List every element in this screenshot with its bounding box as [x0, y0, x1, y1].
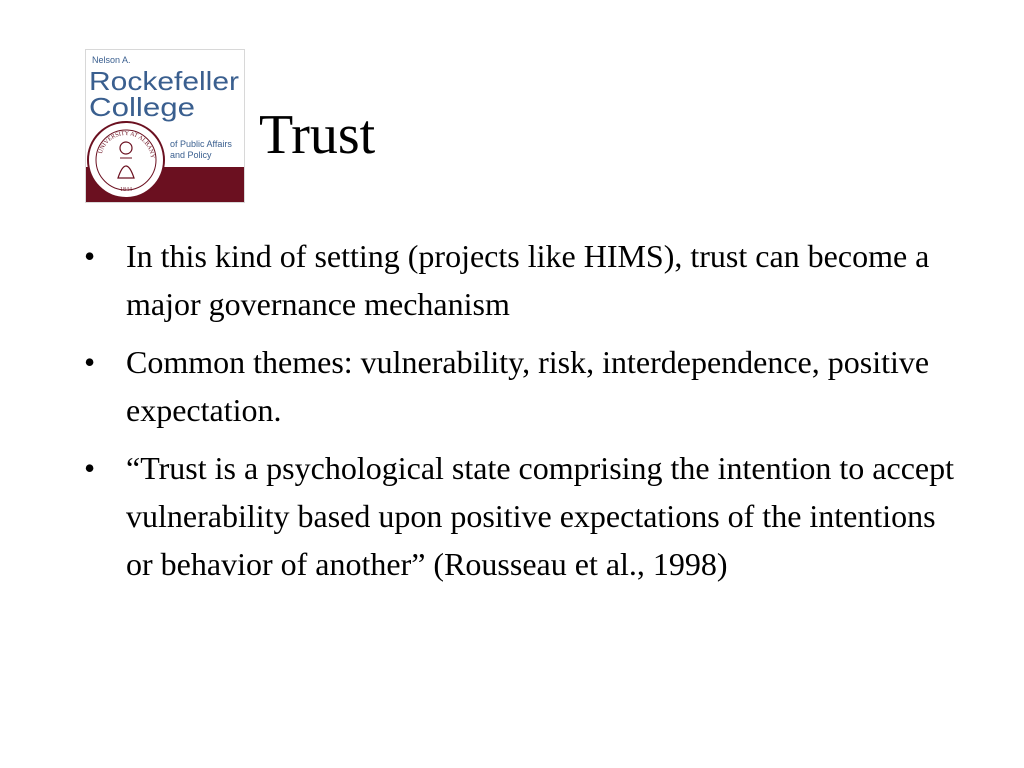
- slide-title: Trust: [259, 104, 376, 166]
- bullet-item: [84, 338, 964, 434]
- bullet-text: Common themes: vulnerability, risk, interdependence, positive expectation.: [126, 344, 930, 428]
- seal-text: UNIVERSITY AT ALBANY: [97, 130, 156, 159]
- logo-line-college: College: [89, 92, 195, 122]
- bullet-text: In this kind of setting (projects like HIMS), trust can become a major governance mechanism: [126, 238, 930, 322]
- logo-line-public-affairs: of Public Affairs: [170, 139, 232, 149]
- logo-line-nelson: Nelson A.: [92, 55, 131, 65]
- seal-year: 1844: [120, 187, 132, 193]
- logo-line-policy: and Policy: [170, 150, 212, 160]
- university-seal-icon: [88, 122, 164, 198]
- bullet-item: [84, 232, 964, 328]
- bullet-item: [84, 444, 964, 588]
- logo-line-rockefeller: Rockefeller: [89, 66, 240, 96]
- rockefeller-college-logo: [85, 49, 245, 203]
- bullet-marker: •: [84, 344, 96, 380]
- bullet-marker: •: [84, 450, 96, 486]
- bullet-marker: •: [84, 238, 96, 274]
- bullet-list: [84, 232, 964, 598]
- bullet-text: “Trust is a psychological state comprising the intention to accept vulnerability based upon positive expectations of the intentions or behavior of another” (Rousseau et al., 1998): [126, 450, 954, 582]
